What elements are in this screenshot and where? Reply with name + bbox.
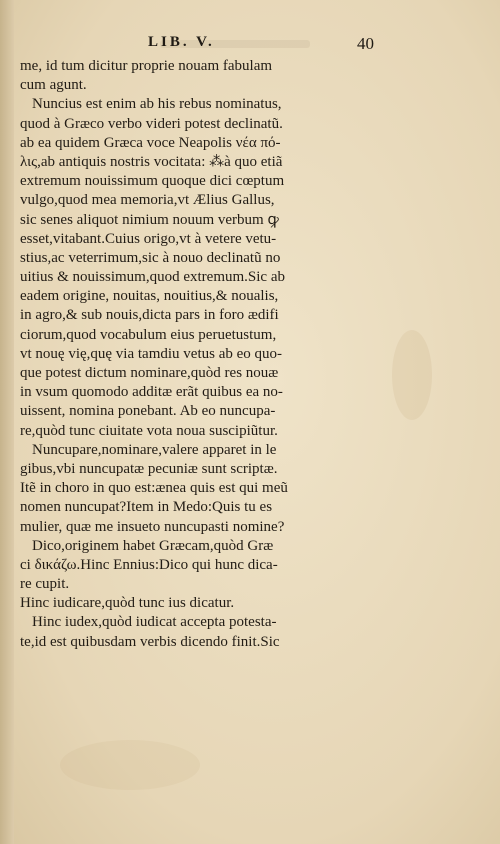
text-line: Itẽ in choro in quo est:ænea quis est qui meũ (20, 480, 288, 497)
text-line: re cupit. (20, 576, 70, 593)
text-line: extremum nouissimum quoque dici cœptum (20, 173, 285, 190)
binding-gutter (0, 0, 14, 844)
text-line: Nuncius est enim ab his rebus nominatus, (32, 96, 282, 113)
text-line: vulgo,quod mea memoria,vt Ælius Gallus, (20, 192, 275, 209)
text-line: Hinc iudicare,quòd tunc ius dicatur. (20, 595, 235, 612)
text-line: vt nouę vię,quę via tamdiu vetus ab eo quo- (20, 345, 283, 362)
text-line: te,id est quibusdam verbis dicendo finit.Sic (20, 633, 280, 650)
text-line: que potest dictum nominare,quòd res nouæ (20, 365, 279, 381)
page-header (148, 34, 374, 56)
text-line: sic senes aliquot nimium nouum verbum ꝙ (20, 211, 279, 228)
text-line: ci δικάζω.Hinc Ennius:Dico qui hunc dica- (20, 556, 278, 573)
text-line: Dico,originem habet Græcam,quòd Græ (32, 537, 274, 554)
text-line: nomen nuncupat?Item in Medo:Quis tu es (20, 499, 273, 516)
text-line: ciorum,quod vocabulum eius peruetustum, (20, 326, 277, 343)
text-line: re,quòd tunc ciuitate vota noua suscipiũtur. (20, 422, 278, 439)
text-line: gibus,vbi nuncupatæ pecuniæ sunt scriptæ. (20, 460, 278, 477)
text-line: cum agunt. (20, 77, 87, 94)
text-line: Hinc iudex,quòd iudicat accepta potesta- (32, 614, 277, 631)
text-line: in vsum quomodo additæ erãt quibus ea no- (20, 384, 283, 401)
page-number: 40 (357, 34, 374, 53)
text-line: eadem origine, nouitas, nouitius,& noualis, (20, 288, 279, 305)
text-line: Nuncupare,nominare,valere apparet in le (32, 441, 277, 458)
text-line: esset,vitabant.Cuius origo,vt à vetere vetu- (20, 230, 277, 247)
text-line: me, id tum dicitur proprie nouam fabulam (20, 58, 273, 74)
paper-stain (60, 740, 200, 790)
text-line: in agro,& sub nouis,dicta pars in foro ædifi (20, 307, 279, 324)
text-line: uitius & nouissimum,quod extremum.Sic ab (20, 269, 285, 286)
body-text (20, 57, 372, 652)
paper-stain (392, 330, 432, 420)
running-head: LIB. V. (148, 34, 215, 50)
text-line: ab ea quidem Græca voce Neapolis νέα πό- (20, 134, 281, 151)
text-line: mulier, quæ me insueto nuncupasti nomine? (20, 518, 285, 535)
text-line: λις,ab antiquis nostris vocitata: ⁂à quo etiã (20, 153, 283, 170)
text-line: stius,ac veterrimum,sic à nouo declinatũ no (20, 249, 281, 266)
text-line: quod à Græco verbo videri potest declinatũ. (20, 115, 283, 132)
text-line: uissent, nomina ponebant. Ab eo nuncupa- (20, 403, 276, 420)
